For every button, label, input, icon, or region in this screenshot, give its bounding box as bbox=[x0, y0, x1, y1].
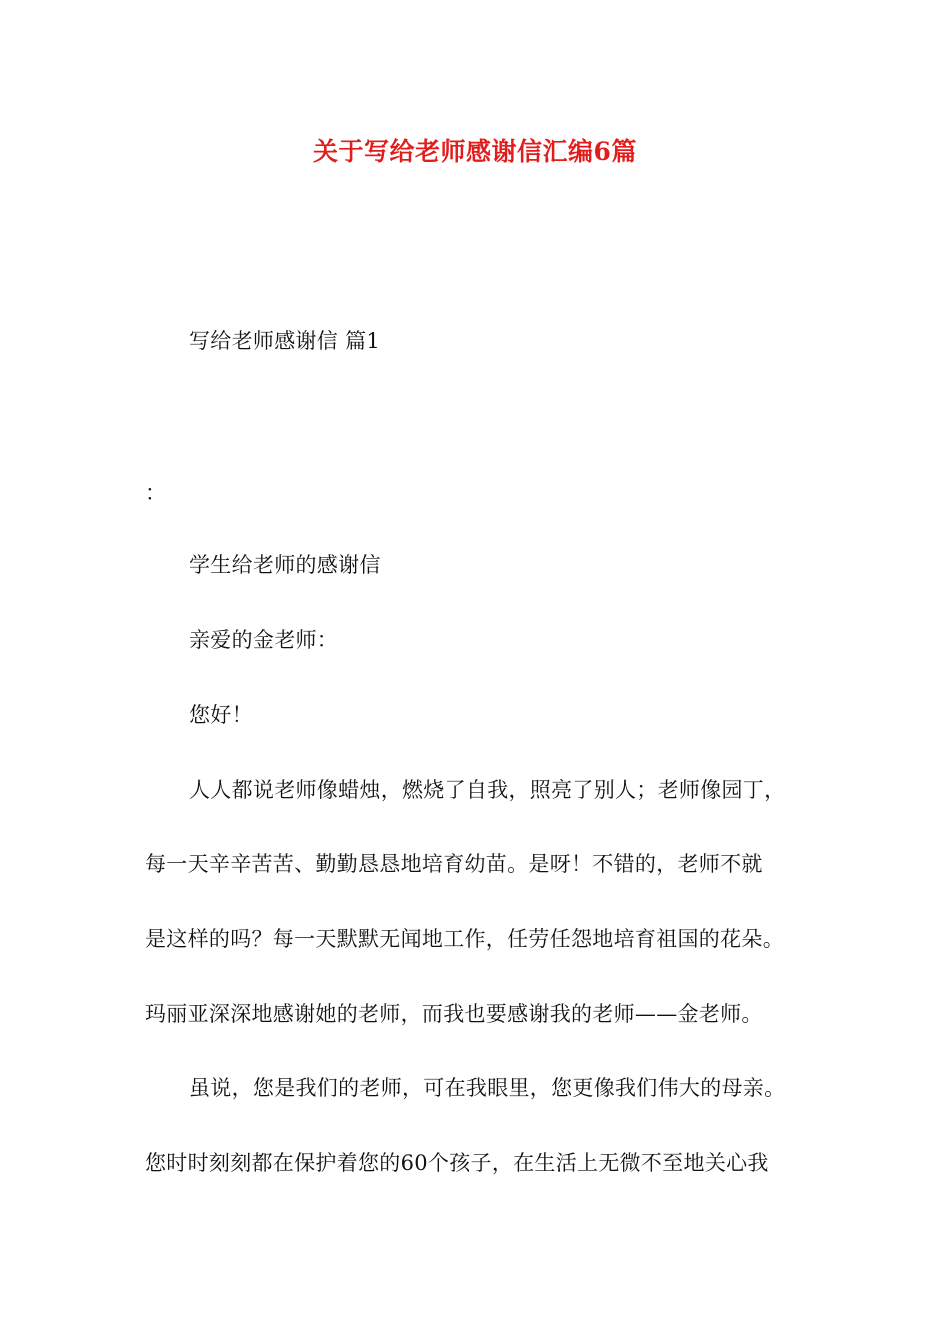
paragraph1-line-3: 是这样的吗？每一天默默无闻地工作，任劳任怨地培育祖国的花朵。 bbox=[145, 927, 784, 951]
document-title: 关于写给老师感谢信汇编6篇 bbox=[313, 137, 637, 166]
paragraph2-line-1: 虽说，您是我们的老师，可在我眼里，您更像我们伟大的母亲。 bbox=[189, 1076, 786, 1100]
section-heading: 写给老师感谢信 篇1 bbox=[189, 329, 381, 353]
paragraph1-line-4: 玛丽亚深深地感谢她的老师，而我也要感谢我的老师——金老师。 bbox=[145, 1002, 763, 1026]
salutation: 亲爱的金老师： bbox=[189, 628, 339, 652]
paragraph1-line-1: 人人都说老师像蜡烛，燃烧了自我，照亮了别人；老师像园丁， bbox=[189, 778, 786, 802]
paragraph2-line-2: 您时时刻刻都在保护着您的60个孩子，在生活上无微不至地关心我 bbox=[145, 1151, 769, 1175]
greeting: 您好！ bbox=[189, 703, 253, 727]
stray-colon: ： bbox=[145, 481, 166, 505]
letter-title: 学生给老师的感谢信 bbox=[189, 553, 381, 577]
paragraph1-line-2: 每一天辛辛苦苦、勤勤恳恳地培育幼苗。是呀！不错的，老师不就 bbox=[145, 852, 763, 876]
